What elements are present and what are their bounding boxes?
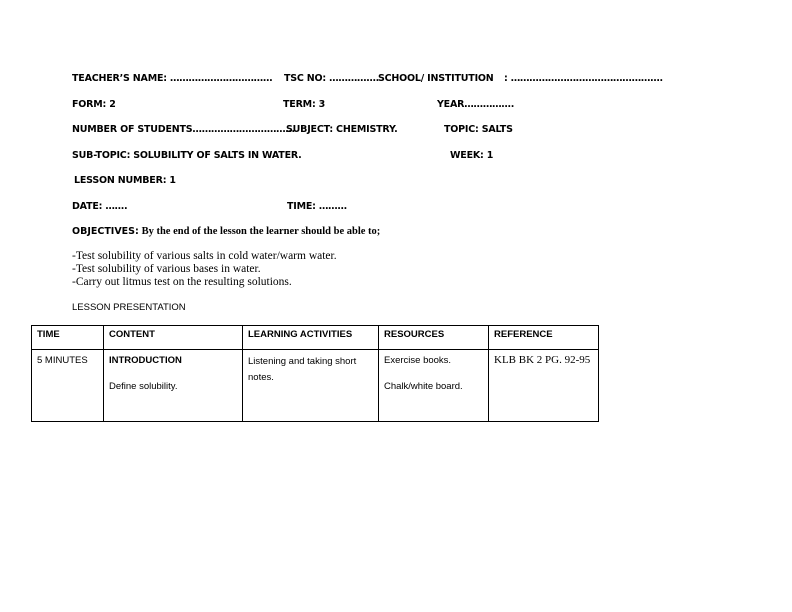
lesson-plan-table: [31, 325, 599, 422]
cell-activities: [243, 350, 379, 422]
school-label: SCHOOL/ INSTITUTION: [378, 73, 494, 84]
reference-text: KLB BK 2 PG. 92-95: [494, 354, 591, 366]
date-field: DATE: …….: [72, 201, 128, 212]
column-header-activities: LEARNING ACTIVITIES: [243, 326, 379, 350]
topic-field: TOPIC: SALTS: [444, 124, 513, 135]
cell-time: 5 MINUTES: [32, 350, 104, 422]
content-body: Define solubility.: [109, 381, 178, 392]
subject-field: SUBJECT: CHEMISTRY.: [286, 124, 398, 135]
content-title: INTRODUCTION: [109, 355, 182, 366]
resource-item: Exercise books.: [384, 355, 452, 366]
term-field: TERM: 3: [283, 99, 326, 110]
objectives-label: OBJECTIVES:: [72, 226, 139, 237]
week-field: WEEK: 1: [450, 150, 494, 161]
column-header-content: CONTENT: [104, 326, 243, 350]
column-header-time: TIME: [32, 326, 104, 350]
cell-reference: [489, 350, 599, 422]
lesson-presentation-label: LESSON PRESENTATION: [72, 302, 186, 313]
number-of-students: NUMBER OF STUDENTS……………………………: [72, 124, 295, 135]
lesson-number: LESSON NUMBER: 1: [74, 175, 176, 186]
column-header-reference: REFERENCE: [489, 326, 599, 350]
teacher-name: TEACHER’S NAME: ……………………………: [72, 73, 273, 84]
table-header-row: [32, 326, 599, 350]
tsc-number: TSC NO: …………….: [284, 73, 380, 84]
school-value: : ………………………………………….: [504, 73, 663, 84]
subtopic-field: SUB-TOPIC: SOLUBILITY OF SALTS IN WATER.: [72, 150, 302, 161]
objectives-list: [72, 250, 337, 289]
objectives-intro: By the end of the lesson the learner should be able to;: [141, 226, 381, 237]
time-field: TIME: ………: [287, 201, 347, 212]
table-row: [32, 350, 599, 422]
cell-content: [104, 350, 243, 422]
objective-item: -Carry out litmus test on the resulting solutions.: [72, 276, 292, 288]
activities-text: Listening and taking short notes.: [248, 356, 357, 383]
objective-item: -Test solubility of various salts in cold water/warm water.: [72, 250, 337, 262]
column-header-resources: RESOURCES: [379, 326, 489, 350]
objective-item: -Test solubility of various bases in water.: [72, 263, 261, 275]
objectives-heading: [72, 226, 380, 237]
cell-resources: [379, 350, 489, 422]
form-field: FORM: 2: [72, 99, 116, 110]
resource-item: Chalk/white board.: [384, 381, 463, 392]
year-field: YEAR…………….: [437, 99, 515, 110]
